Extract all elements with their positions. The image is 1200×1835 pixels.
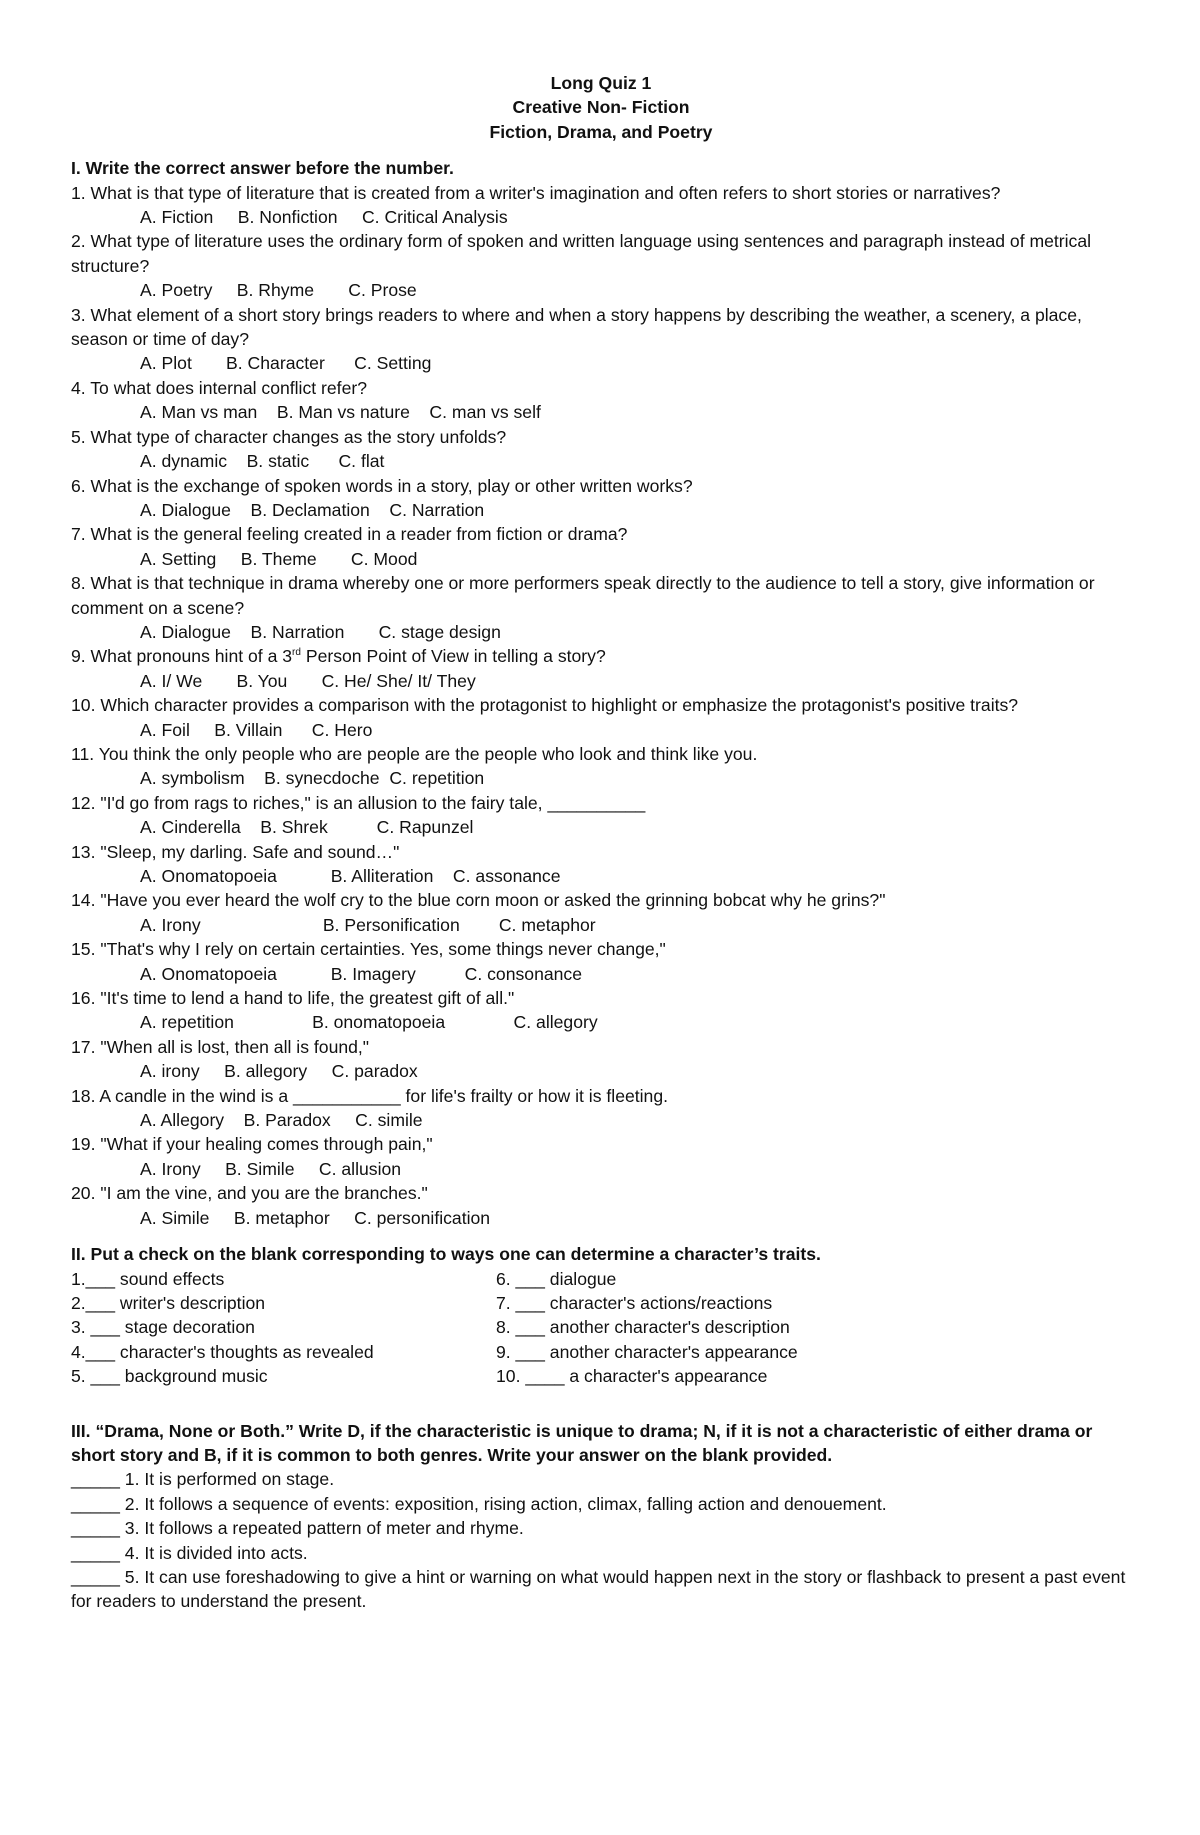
question-8: 8. What is that technique in drama whereby one or more performers speak directly to the audience to tell a story, give information or comment on a scene? bbox=[71, 573, 1095, 618]
question-4: 4. To what does internal conflict refer? bbox=[71, 377, 368, 398]
question-19: 19. "What if your healing comes through pain," bbox=[71, 1134, 433, 1155]
list-item: 3. ___ stage decoration bbox=[71, 1317, 255, 1338]
list-item: 9. ___ another character's appearance bbox=[496, 1341, 798, 1362]
question-19-options: A. Irony B. Simile C. allusion bbox=[140, 1158, 402, 1179]
question-17-options: A. irony B. allegory C. paradox bbox=[140, 1061, 418, 1082]
question-13-options: A. Onomatopoeia B. Alliteration C. assonance bbox=[140, 866, 561, 886]
question-15: 15. "That's why I rely on certain certainties. Yes, some things never change," bbox=[71, 939, 666, 960]
question-17: 17. "When all is lost, then all is found," bbox=[71, 1036, 370, 1057]
question-6-options: A. Dialogue B. Declamation C. Narration bbox=[140, 499, 485, 520]
question-16: 16. "It's time to lend a hand to life, the greatest gift of all." bbox=[71, 988, 515, 1009]
list-item: 10. ____ a character's appearance bbox=[496, 1366, 768, 1387]
question-14-options: A. Irony B. Personification C. metaphor bbox=[140, 914, 596, 935]
question-13: 13. "Sleep, my darling. Safe and sound…" bbox=[71, 841, 400, 862]
list-item: _____ 2. It follows a sequence of events: exposition, rising action, climax, falling action and denouement. bbox=[71, 1493, 887, 1514]
question-16-options: A. repetition B. onomatopoeia C. allegory bbox=[140, 1012, 598, 1033]
part3-instruction: III. “Drama, None or Both.” Write D, if the characteristic is unique to drama; N, if it is not a characteristic of either drama or short story and B, if it is common to both genres. Write your answer on the blank provided. bbox=[71, 1420, 1093, 1465]
question-9-options: A. I/ We B. You C. He/ She/ It/ They bbox=[140, 670, 476, 691]
question-6: 6. What is the exchange of spoken words in a story, play or other written works? bbox=[71, 475, 693, 496]
question-15-options: A. Onomatopoeia B. Imagery C. consonance bbox=[140, 963, 583, 984]
list-item: _____ 1. It is performed on stage. bbox=[71, 1469, 335, 1490]
question-11-options: A. symbolism B. synecdoche C. repetition bbox=[140, 768, 485, 789]
quiz-subject: Creative Non- Fiction bbox=[512, 97, 690, 118]
question-12-options: A. Cinderella B. Shrek C. Rapunzel bbox=[140, 817, 474, 838]
part1-instruction: I. Write the correct answer before the number. bbox=[71, 158, 454, 179]
list-item: 7. ___ character's actions/reactions bbox=[496, 1292, 773, 1313]
question-14: 14. "Have you ever heard the wolf cry to the blue corn moon or asked the grinning bobcat why he grins?" bbox=[71, 890, 886, 911]
question-9-text-start: 9. What pronouns hint of a 3 bbox=[71, 646, 293, 667]
question-3: 3. What element of a short story brings readers to where and when a story happens by describing the weather, a scenery, a place, season or time of day? bbox=[71, 304, 1082, 350]
question-20-options: A. Simile B. metaphor C. personification bbox=[140, 1207, 491, 1228]
question-9 bbox=[71, 644, 1131, 668]
question-3-options: A. Plot B. Character C. Setting bbox=[140, 353, 432, 374]
list-item: 1.___ sound effects bbox=[71, 1268, 225, 1289]
question-2: 2. What type of literature uses the ordinary form of spoken and written language using sentences and paragraph instead of metrical structure? bbox=[71, 231, 1092, 276]
list-item: 5. ___ background music bbox=[71, 1366, 268, 1387]
list-item: 4.___ character's thoughts as revealed bbox=[71, 1341, 374, 1362]
quiz-document bbox=[71, 71, 1131, 1614]
list-item: 8. ___ another character's description bbox=[496, 1317, 790, 1338]
question-2-options: A. Poetry B. Rhyme C. Prose bbox=[140, 280, 417, 301]
part2-instruction: II. Put a check on the blank corresponding to ways one can determine a character’s traits. bbox=[71, 1244, 821, 1265]
quiz-title: Long Quiz 1 bbox=[550, 73, 652, 93]
question-1: 1. What is that type of literature that is created from a writer's imagination and often refers to short stories or narratives? bbox=[71, 182, 1001, 203]
question-1-options: A. Fiction B. Nonfiction C. Critical Analysis bbox=[140, 207, 508, 228]
question-7-options: A. Setting B. Theme C. Mood bbox=[140, 548, 418, 569]
question-18: 18. A candle in the wind is a ___________ for life's frailty or how it is fleeting. bbox=[71, 1085, 669, 1106]
question-5: 5. What type of character changes as the story unfolds? bbox=[71, 426, 507, 447]
part2-checklist bbox=[71, 1267, 1131, 1389]
question-10: 10. Which character provides a comparison with the protagonist to highlight or emphasize the protagonist's positive traits? bbox=[71, 695, 1019, 716]
question-18-options: A. Allegory B. Paradox C. simile bbox=[140, 1110, 423, 1131]
question-8-options: A. Dialogue B. Narration C. stage design bbox=[140, 621, 501, 642]
list-item: _____ 3. It follows a repeated pattern of meter and rhyme. bbox=[71, 1518, 524, 1539]
question-9-text-end: Person Point of View in telling a story? bbox=[300, 646, 606, 667]
list-item: _____ 5. It can use foreshadowing to give a hint or warning on what would happen next in the story or flashback to present a past event for readers to understand the present. bbox=[71, 1566, 1126, 1612]
question-10-options: A. Foil B. Villain C. Hero bbox=[140, 719, 373, 740]
question-7: 7. What is the general feeling created in a reader from fiction or drama? bbox=[71, 524, 628, 545]
list-item: _____ 4. It is divided into acts. bbox=[71, 1542, 308, 1563]
question-11: 11. You think the only people who are people are the people who look and think like you. bbox=[71, 743, 758, 764]
quiz-topics: Fiction, Drama, and Poetry bbox=[489, 121, 713, 142]
question-5-options: A. dynamic B. static C. flat bbox=[140, 451, 385, 472]
list-item: 6. ___ dialogue bbox=[496, 1268, 617, 1289]
question-12: 12. "I'd go from rags to riches," is an allusion to the fairy tale, __________ bbox=[71, 792, 646, 813]
question-9-superscript: rd bbox=[292, 647, 301, 659]
question-4-options: A. Man vs man B. Man vs nature C. man vs self bbox=[140, 402, 541, 423]
list-item: 2.___ writer's description bbox=[71, 1292, 266, 1313]
question-20: 20. "I am the vine, and you are the branches." bbox=[71, 1183, 428, 1204]
